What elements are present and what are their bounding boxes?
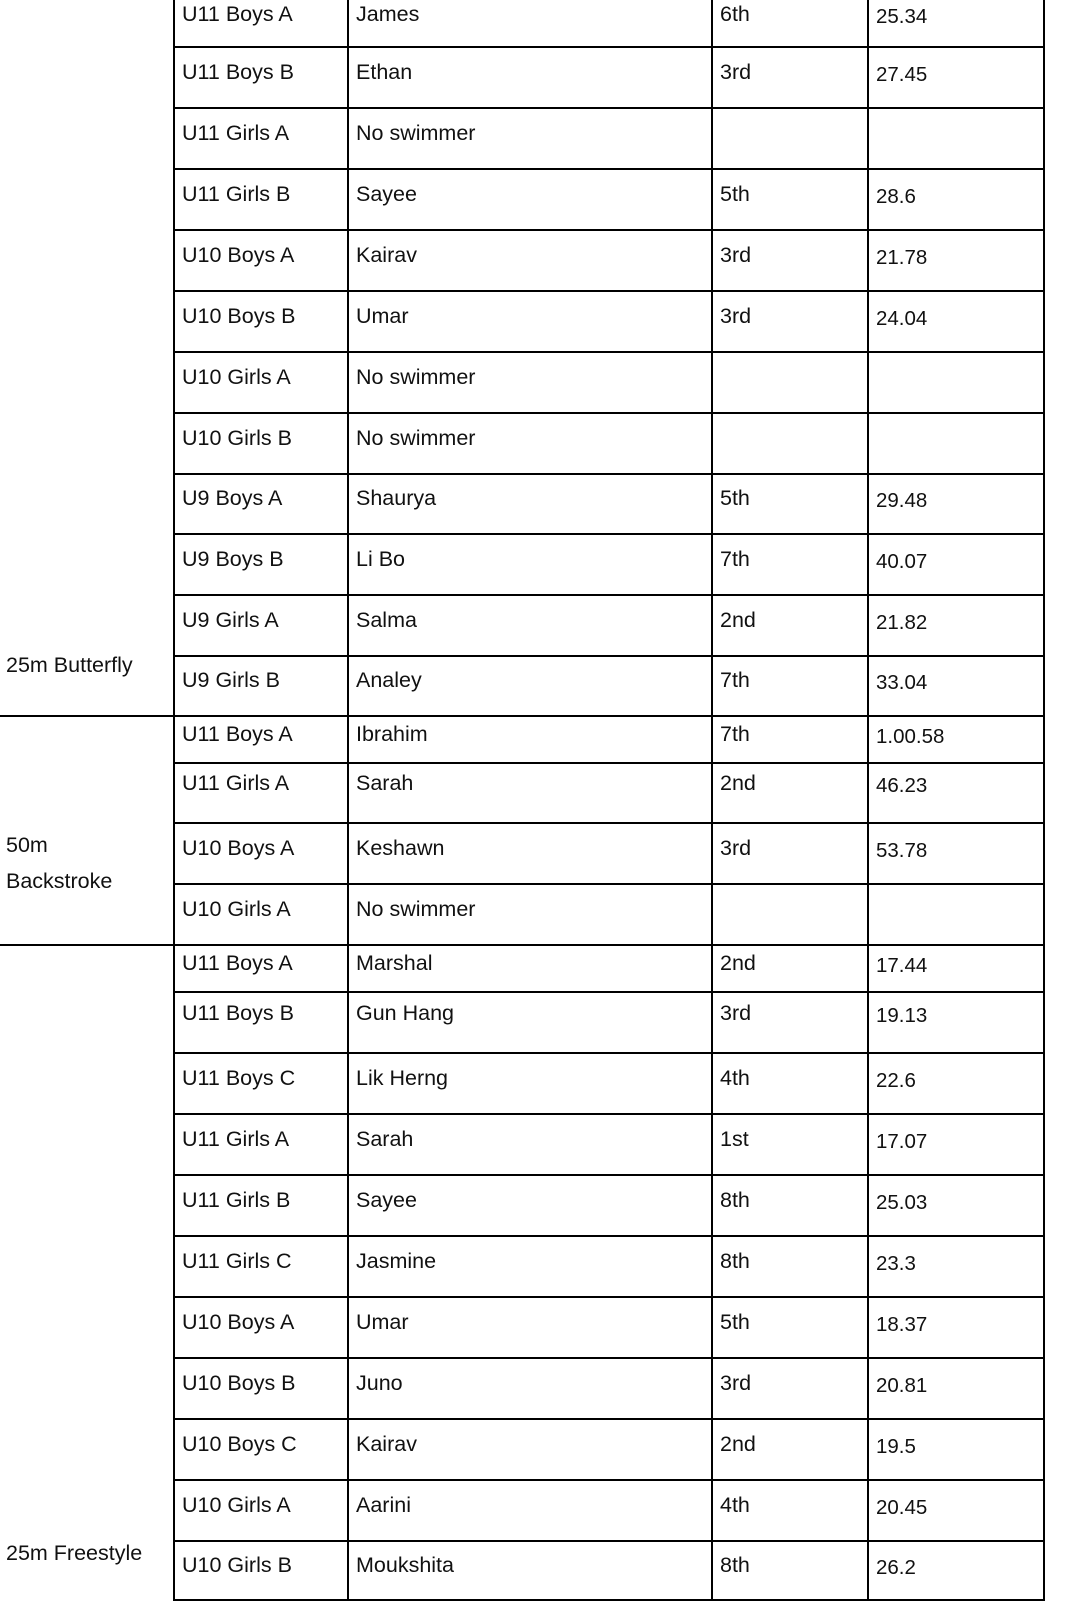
time-cell: 53.78 <box>876 839 928 862</box>
place-cell: 5th <box>720 486 750 510</box>
swimmer-name-cell: Keshawn <box>356 836 445 860</box>
age-group-cell: U9 Girls B <box>182 668 280 692</box>
age-group-cell: U11 Girls A <box>182 771 290 795</box>
event-label: 25m Butterfly <box>6 653 133 677</box>
time-cell: 40.07 <box>876 550 928 573</box>
time-cell: 20.45 <box>876 1496 928 1519</box>
age-group-cell: U10 Boys A <box>182 243 295 267</box>
row-divider <box>174 107 1045 109</box>
place-cell: 8th <box>720 1249 750 1273</box>
age-group-cell: U10 Girls A <box>182 1493 291 1517</box>
swimmer-name-cell: Sarah <box>356 1127 414 1151</box>
row-divider <box>174 229 1045 231</box>
place-cell: 2nd <box>720 771 756 795</box>
age-group-cell: U10 Boys C <box>182 1432 297 1456</box>
swimmer-name-cell: Jasmine <box>356 1249 437 1273</box>
swimmer-name-cell: Shaurya <box>356 486 437 510</box>
time-cell: 23.3 <box>876 1252 916 1275</box>
age-group-cell: U11 Boys B <box>182 1001 294 1025</box>
age-group-cell: U11 Boys A <box>182 951 293 975</box>
age-group-cell: U11 Boys A <box>182 2 293 26</box>
age-group-cell: U9 Boys B <box>182 547 284 571</box>
time-cell: 21.78 <box>876 246 928 269</box>
event-label: 50m <box>6 833 48 857</box>
row-divider <box>174 1052 1045 1054</box>
column-divider <box>347 0 349 1601</box>
age-group-cell: U10 Girls A <box>182 897 291 921</box>
swimmer-name-cell: Ibrahim <box>356 722 428 746</box>
place-cell: 8th <box>720 1553 750 1577</box>
row-divider <box>174 46 1045 48</box>
place-cell: 4th <box>720 1493 750 1517</box>
place-cell: 3rd <box>720 60 752 84</box>
place-cell: 3rd <box>720 836 752 860</box>
row-divider <box>174 533 1045 535</box>
place-cell: 2nd <box>720 951 756 975</box>
swimmer-name-cell: Umar <box>356 1310 409 1334</box>
swimmer-name-cell: Umar <box>356 304 409 328</box>
event-group-divider <box>0 715 1045 717</box>
place-cell: 4th <box>720 1066 750 1090</box>
swimmer-name-cell: Kairav <box>356 243 417 267</box>
time-cell: 20.81 <box>876 1374 928 1397</box>
column-divider <box>711 0 713 1601</box>
age-group-cell: U10 Boys B <box>182 304 296 328</box>
time-cell: 17.07 <box>876 1130 928 1153</box>
row-divider <box>174 351 1045 353</box>
swimmer-name-cell: No swimmer <box>356 426 476 450</box>
time-cell: 22.6 <box>876 1069 916 1092</box>
swimmer-name-cell: No swimmer <box>356 365 476 389</box>
swimmer-name-cell: No swimmer <box>356 897 476 921</box>
event-label: Backstroke <box>6 869 113 893</box>
age-group-cell: U11 Girls B <box>182 182 291 206</box>
column-divider <box>867 0 869 1601</box>
age-group-cell: U10 Boys A <box>182 1310 295 1334</box>
time-cell: 33.04 <box>876 671 928 694</box>
event-group-divider <box>0 944 1045 946</box>
row-divider <box>174 1174 1045 1176</box>
age-group-cell: U11 Boys A <box>182 722 293 746</box>
place-cell: 7th <box>720 668 750 692</box>
row-divider <box>174 1113 1045 1115</box>
swimmer-name-cell: Juno <box>356 1371 403 1395</box>
row-divider <box>174 822 1045 824</box>
swimmer-name-cell: Sayee <box>356 1188 417 1212</box>
age-group-cell: U10 Girls A <box>182 365 291 389</box>
time-cell: 21.82 <box>876 611 928 634</box>
swimmer-name-cell: Sayee <box>356 182 417 206</box>
place-cell: 1st <box>720 1127 749 1151</box>
age-group-cell: U10 Girls B <box>182 426 292 450</box>
swimmer-name-cell: Sarah <box>356 771 414 795</box>
column-divider <box>1043 0 1045 1601</box>
row-divider <box>174 655 1045 657</box>
place-cell: 3rd <box>720 304 752 328</box>
time-cell: 19.5 <box>876 1435 916 1458</box>
row-divider <box>174 991 1045 993</box>
swimmer-name-cell: Aarini <box>356 1493 411 1517</box>
age-group-cell: U10 Boys A <box>182 836 295 860</box>
age-group-cell: U9 Boys A <box>182 486 283 510</box>
place-cell: 3rd <box>720 1371 752 1395</box>
place-cell: 6th <box>720 2 750 26</box>
place-cell: 5th <box>720 182 750 206</box>
row-divider <box>174 762 1045 764</box>
time-cell: 1.00.58 <box>876 725 945 748</box>
row-divider <box>174 1357 1045 1359</box>
time-cell: 18.37 <box>876 1313 928 1336</box>
row-divider <box>174 1479 1045 1481</box>
age-group-cell: U9 Girls A <box>182 608 279 632</box>
swimmer-name-cell: Li Bo <box>356 547 406 571</box>
age-group-cell: U11 Girls A <box>182 121 290 145</box>
place-cell: 2nd <box>720 1432 756 1456</box>
age-group-cell: U11 Girls C <box>182 1249 292 1273</box>
time-cell: 17.44 <box>876 954 928 977</box>
row-divider <box>174 473 1045 475</box>
row-divider <box>174 594 1045 596</box>
row-divider <box>174 290 1045 292</box>
time-cell: 19.13 <box>876 1004 928 1027</box>
row-divider <box>174 1540 1045 1542</box>
time-cell: 27.45 <box>876 63 928 86</box>
age-group-cell: U11 Boys C <box>182 1066 296 1090</box>
swimmer-name-cell: Marshal <box>356 951 433 975</box>
place-cell: 5th <box>720 1310 750 1334</box>
swimmer-name-cell: Moukshita <box>356 1553 454 1577</box>
age-group-cell: U11 Boys B <box>182 60 294 84</box>
age-group-cell: U10 Girls B <box>182 1553 292 1577</box>
row-divider <box>174 1418 1045 1420</box>
swimmer-name-cell: Gun Hang <box>356 1001 455 1025</box>
swimmer-name-cell: No swimmer <box>356 121 476 145</box>
place-cell: 3rd <box>720 1001 752 1025</box>
time-cell: 25.34 <box>876 5 928 28</box>
place-cell: 3rd <box>720 243 752 267</box>
time-cell: 46.23 <box>876 774 928 797</box>
swimmer-name-cell: Ethan <box>356 60 413 84</box>
swimmer-name-cell: James <box>356 2 420 26</box>
time-cell: 25.03 <box>876 1191 928 1214</box>
swimmer-name-cell: Analey <box>356 668 422 692</box>
place-cell: 8th <box>720 1188 750 1212</box>
row-divider <box>174 168 1045 170</box>
event-label: 25m Freestyle <box>6 1541 143 1565</box>
time-cell: 29.48 <box>876 489 928 512</box>
place-cell: 7th <box>720 547 750 571</box>
time-cell: 28.6 <box>876 185 916 208</box>
row-divider <box>174 883 1045 885</box>
age-group-cell: U11 Girls B <box>182 1188 291 1212</box>
age-group-cell: U10 Boys B <box>182 1371 296 1395</box>
place-cell: 2nd <box>720 608 756 632</box>
swimmer-name-cell: Salma <box>356 608 417 632</box>
age-group-cell: U11 Girls A <box>182 1127 290 1151</box>
time-cell: 24.04 <box>876 307 928 330</box>
row-divider <box>174 1235 1045 1237</box>
row-divider <box>174 1296 1045 1298</box>
row-divider <box>174 412 1045 414</box>
swimmer-name-cell: Kairav <box>356 1432 417 1456</box>
column-divider <box>173 0 175 1601</box>
swimmer-name-cell: Lik Herng <box>356 1066 449 1090</box>
time-cell: 26.2 <box>876 1556 916 1579</box>
place-cell: 7th <box>720 722 750 746</box>
